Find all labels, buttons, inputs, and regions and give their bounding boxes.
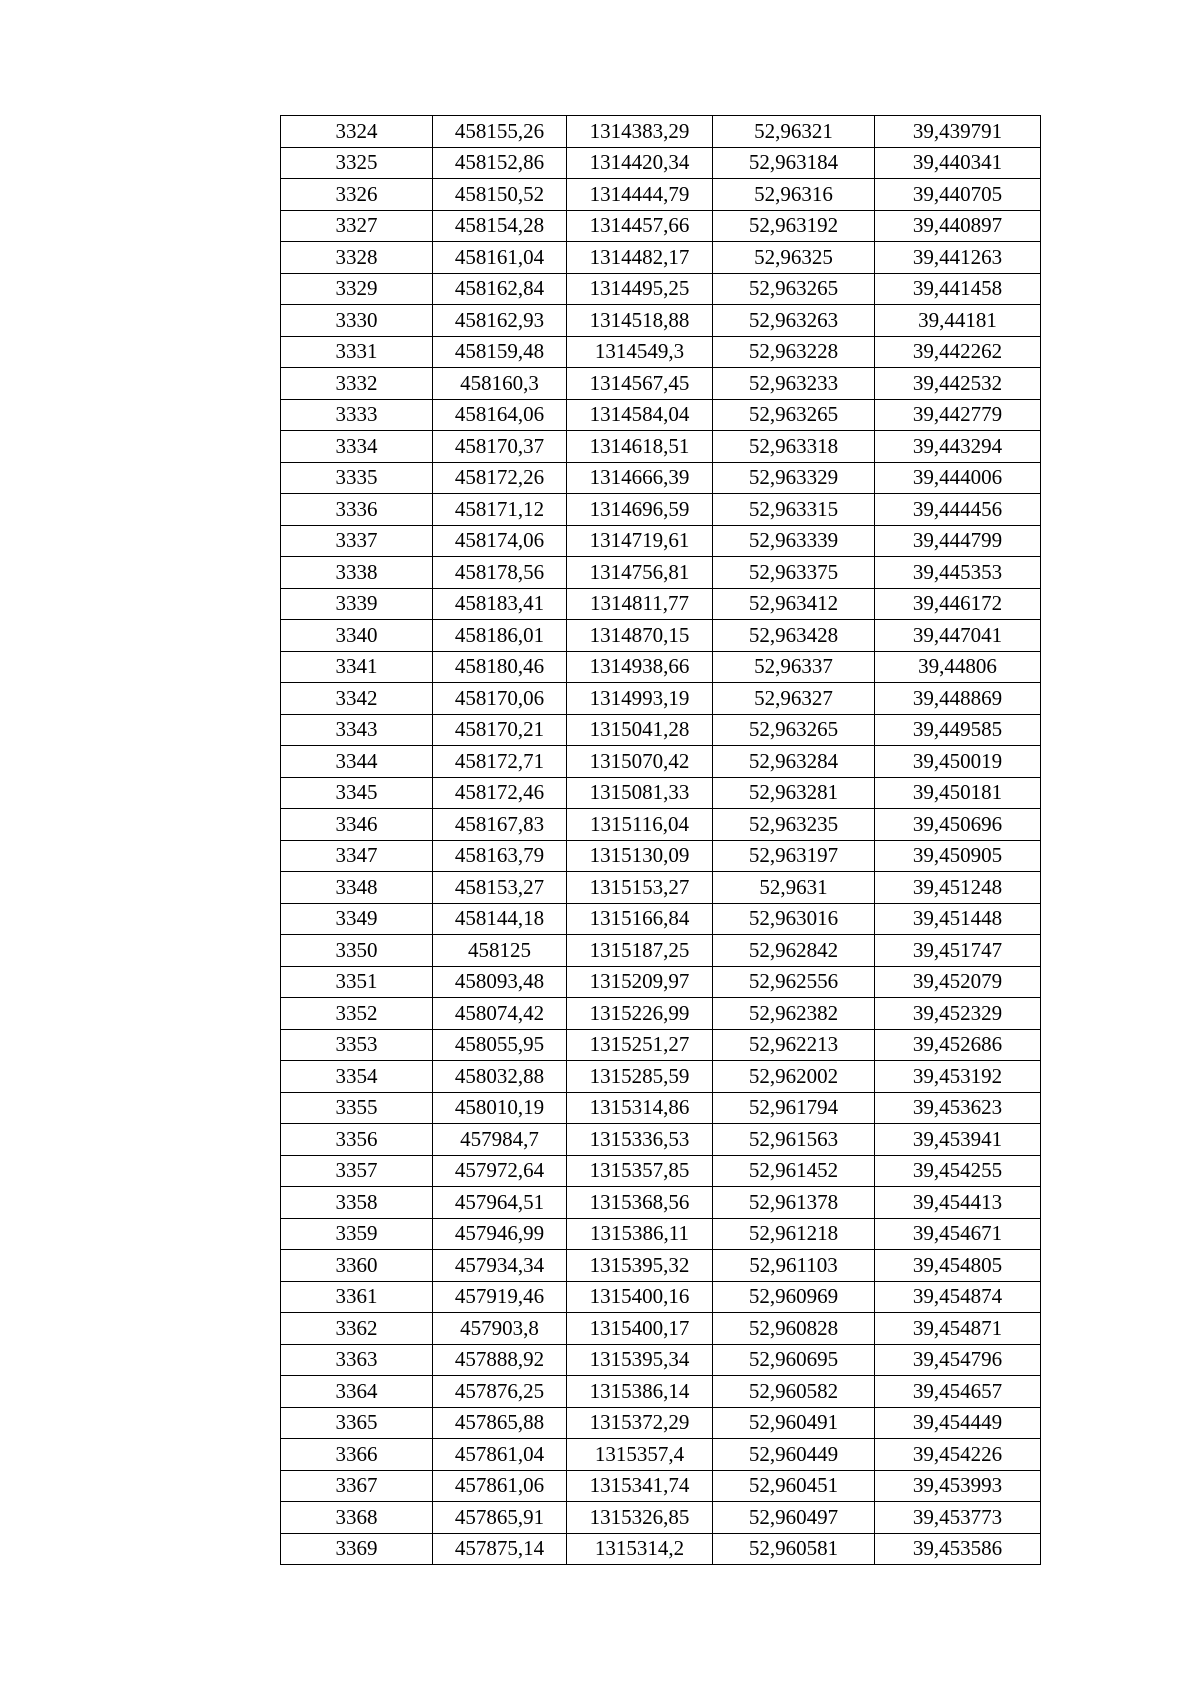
latitude-cell: 52,963375 bbox=[713, 557, 875, 589]
longitude-cell: 39,454449 bbox=[875, 1407, 1041, 1439]
point-number-cell: 3336 bbox=[281, 494, 433, 526]
x-coordinate-cell: 457865,88 bbox=[433, 1407, 567, 1439]
longitude-cell: 39,450696 bbox=[875, 809, 1041, 841]
point-number-cell: 3341 bbox=[281, 651, 433, 683]
point-number-cell: 3366 bbox=[281, 1439, 433, 1471]
point-number-cell: 3360 bbox=[281, 1250, 433, 1282]
table-row bbox=[281, 116, 1041, 148]
point-number-cell: 3335 bbox=[281, 462, 433, 494]
latitude-cell: 52,963235 bbox=[713, 809, 875, 841]
longitude-cell: 39,452079 bbox=[875, 966, 1041, 998]
latitude-cell: 52,963192 bbox=[713, 210, 875, 242]
longitude-cell: 39,451248 bbox=[875, 872, 1041, 904]
table-row bbox=[281, 1313, 1041, 1345]
point-number-cell: 3356 bbox=[281, 1124, 433, 1156]
table-row bbox=[281, 588, 1041, 620]
x-coordinate-cell: 458161,04 bbox=[433, 242, 567, 274]
table-row bbox=[281, 1281, 1041, 1313]
latitude-cell: 52,963265 bbox=[713, 714, 875, 746]
x-coordinate-cell: 458186,01 bbox=[433, 620, 567, 652]
y-coordinate-cell: 1314518,88 bbox=[567, 305, 713, 337]
longitude-cell: 39,44806 bbox=[875, 651, 1041, 683]
x-coordinate-cell: 458163,79 bbox=[433, 840, 567, 872]
latitude-cell: 52,960491 bbox=[713, 1407, 875, 1439]
longitude-cell: 39,447041 bbox=[875, 620, 1041, 652]
y-coordinate-cell: 1315070,42 bbox=[567, 746, 713, 778]
longitude-cell: 39,453623 bbox=[875, 1092, 1041, 1124]
x-coordinate-cell: 458170,37 bbox=[433, 431, 567, 463]
longitude-cell: 39,44181 bbox=[875, 305, 1041, 337]
table-row bbox=[281, 714, 1041, 746]
latitude-cell: 52,962002 bbox=[713, 1061, 875, 1093]
latitude-cell: 52,962213 bbox=[713, 1029, 875, 1061]
y-coordinate-cell: 1315116,04 bbox=[567, 809, 713, 841]
longitude-cell: 39,445353 bbox=[875, 557, 1041, 589]
table-row bbox=[281, 462, 1041, 494]
x-coordinate-cell: 458174,06 bbox=[433, 525, 567, 557]
point-number-cell: 3362 bbox=[281, 1313, 433, 1345]
longitude-cell: 39,453773 bbox=[875, 1502, 1041, 1534]
longitude-cell: 39,453941 bbox=[875, 1124, 1041, 1156]
table-row bbox=[281, 872, 1041, 904]
longitude-cell: 39,454796 bbox=[875, 1344, 1041, 1376]
table-row bbox=[281, 210, 1041, 242]
longitude-cell: 39,442532 bbox=[875, 368, 1041, 400]
table-row bbox=[281, 179, 1041, 211]
latitude-cell: 52,963315 bbox=[713, 494, 875, 526]
x-coordinate-cell: 458172,26 bbox=[433, 462, 567, 494]
latitude-cell: 52,963329 bbox=[713, 462, 875, 494]
y-coordinate-cell: 1314618,51 bbox=[567, 431, 713, 463]
table-row bbox=[281, 557, 1041, 589]
y-coordinate-cell: 1314993,19 bbox=[567, 683, 713, 715]
latitude-cell: 52,962382 bbox=[713, 998, 875, 1030]
x-coordinate-cell: 457946,99 bbox=[433, 1218, 567, 1250]
longitude-cell: 39,441263 bbox=[875, 242, 1041, 274]
x-coordinate-cell: 458170,21 bbox=[433, 714, 567, 746]
y-coordinate-cell: 1315341,74 bbox=[567, 1470, 713, 1502]
table-row bbox=[281, 1407, 1041, 1439]
x-coordinate-cell: 457964,51 bbox=[433, 1187, 567, 1219]
point-number-cell: 3342 bbox=[281, 683, 433, 715]
point-number-cell: 3346 bbox=[281, 809, 433, 841]
point-number-cell: 3368 bbox=[281, 1502, 433, 1534]
point-number-cell: 3344 bbox=[281, 746, 433, 778]
table-row bbox=[281, 305, 1041, 337]
y-coordinate-cell: 1315326,85 bbox=[567, 1502, 713, 1534]
x-coordinate-cell: 458172,46 bbox=[433, 777, 567, 809]
point-number-cell: 3348 bbox=[281, 872, 433, 904]
coordinates-table-body bbox=[281, 116, 1041, 1565]
x-coordinate-cell: 457876,25 bbox=[433, 1376, 567, 1408]
point-number-cell: 3357 bbox=[281, 1155, 433, 1187]
table-row bbox=[281, 1092, 1041, 1124]
longitude-cell: 39,454255 bbox=[875, 1155, 1041, 1187]
latitude-cell: 52,96337 bbox=[713, 651, 875, 683]
latitude-cell: 52,963016 bbox=[713, 903, 875, 935]
table-row bbox=[281, 683, 1041, 715]
longitude-cell: 39,446172 bbox=[875, 588, 1041, 620]
table-row bbox=[281, 777, 1041, 809]
table-row bbox=[281, 273, 1041, 305]
point-number-cell: 3363 bbox=[281, 1344, 433, 1376]
y-coordinate-cell: 1314420,34 bbox=[567, 147, 713, 179]
longitude-cell: 39,440897 bbox=[875, 210, 1041, 242]
point-number-cell: 3345 bbox=[281, 777, 433, 809]
latitude-cell: 52,960581 bbox=[713, 1533, 875, 1565]
y-coordinate-cell: 1314482,17 bbox=[567, 242, 713, 274]
x-coordinate-cell: 457919,46 bbox=[433, 1281, 567, 1313]
x-coordinate-cell: 458171,12 bbox=[433, 494, 567, 526]
longitude-cell: 39,444799 bbox=[875, 525, 1041, 557]
latitude-cell: 52,961794 bbox=[713, 1092, 875, 1124]
latitude-cell: 52,96316 bbox=[713, 179, 875, 211]
x-coordinate-cell: 457888,92 bbox=[433, 1344, 567, 1376]
x-coordinate-cell: 458153,27 bbox=[433, 872, 567, 904]
y-coordinate-cell: 1314666,39 bbox=[567, 462, 713, 494]
table-row bbox=[281, 525, 1041, 557]
longitude-cell: 39,442779 bbox=[875, 399, 1041, 431]
point-number-cell: 3338 bbox=[281, 557, 433, 589]
y-coordinate-cell: 1315187,25 bbox=[567, 935, 713, 967]
latitude-cell: 52,961218 bbox=[713, 1218, 875, 1250]
y-coordinate-cell: 1315251,27 bbox=[567, 1029, 713, 1061]
table-row bbox=[281, 651, 1041, 683]
y-coordinate-cell: 1314584,04 bbox=[567, 399, 713, 431]
x-coordinate-cell: 457861,06 bbox=[433, 1470, 567, 1502]
x-coordinate-cell: 457865,91 bbox=[433, 1502, 567, 1534]
table-row bbox=[281, 1502, 1041, 1534]
x-coordinate-cell: 458154,28 bbox=[433, 210, 567, 242]
y-coordinate-cell: 1315041,28 bbox=[567, 714, 713, 746]
table-row bbox=[281, 1029, 1041, 1061]
x-coordinate-cell: 458152,86 bbox=[433, 147, 567, 179]
point-number-cell: 3353 bbox=[281, 1029, 433, 1061]
y-coordinate-cell: 1315357,85 bbox=[567, 1155, 713, 1187]
y-coordinate-cell: 1315226,99 bbox=[567, 998, 713, 1030]
latitude-cell: 52,963228 bbox=[713, 336, 875, 368]
y-coordinate-cell: 1314756,81 bbox=[567, 557, 713, 589]
point-number-cell: 3326 bbox=[281, 179, 433, 211]
x-coordinate-cell: 458159,48 bbox=[433, 336, 567, 368]
table-row bbox=[281, 494, 1041, 526]
y-coordinate-cell: 1315314,2 bbox=[567, 1533, 713, 1565]
latitude-cell: 52,96327 bbox=[713, 683, 875, 715]
latitude-cell: 52,962842 bbox=[713, 935, 875, 967]
latitude-cell: 52,963265 bbox=[713, 273, 875, 305]
latitude-cell: 52,962556 bbox=[713, 966, 875, 998]
table-row bbox=[281, 809, 1041, 841]
latitude-cell: 52,961563 bbox=[713, 1124, 875, 1156]
latitude-cell: 52,963265 bbox=[713, 399, 875, 431]
table-row bbox=[281, 903, 1041, 935]
point-number-cell: 3354 bbox=[281, 1061, 433, 1093]
table-row bbox=[281, 1124, 1041, 1156]
y-coordinate-cell: 1315153,27 bbox=[567, 872, 713, 904]
table-row bbox=[281, 1155, 1041, 1187]
longitude-cell: 39,448869 bbox=[875, 683, 1041, 715]
longitude-cell: 39,454874 bbox=[875, 1281, 1041, 1313]
x-coordinate-cell: 457972,64 bbox=[433, 1155, 567, 1187]
y-coordinate-cell: 1315386,11 bbox=[567, 1218, 713, 1250]
point-number-cell: 3364 bbox=[281, 1376, 433, 1408]
table-row bbox=[281, 431, 1041, 463]
latitude-cell: 52,960582 bbox=[713, 1376, 875, 1408]
y-coordinate-cell: 1315285,59 bbox=[567, 1061, 713, 1093]
x-coordinate-cell: 458170,06 bbox=[433, 683, 567, 715]
longitude-cell: 39,454671 bbox=[875, 1218, 1041, 1250]
longitude-cell: 39,440341 bbox=[875, 147, 1041, 179]
x-coordinate-cell: 458125 bbox=[433, 935, 567, 967]
point-number-cell: 3347 bbox=[281, 840, 433, 872]
longitude-cell: 39,439791 bbox=[875, 116, 1041, 148]
longitude-cell: 39,449585 bbox=[875, 714, 1041, 746]
table-row bbox=[281, 336, 1041, 368]
x-coordinate-cell: 458150,52 bbox=[433, 179, 567, 211]
y-coordinate-cell: 1315357,4 bbox=[567, 1439, 713, 1471]
latitude-cell: 52,960451 bbox=[713, 1470, 875, 1502]
longitude-cell: 39,453993 bbox=[875, 1470, 1041, 1502]
longitude-cell: 39,454226 bbox=[875, 1439, 1041, 1471]
point-number-cell: 3332 bbox=[281, 368, 433, 400]
x-coordinate-cell: 458010,19 bbox=[433, 1092, 567, 1124]
longitude-cell: 39,453192 bbox=[875, 1061, 1041, 1093]
longitude-cell: 39,453586 bbox=[875, 1533, 1041, 1565]
point-number-cell: 3350 bbox=[281, 935, 433, 967]
point-number-cell: 3327 bbox=[281, 210, 433, 242]
point-number-cell: 3343 bbox=[281, 714, 433, 746]
table-row bbox=[281, 1470, 1041, 1502]
x-coordinate-cell: 457861,04 bbox=[433, 1439, 567, 1471]
table-row bbox=[281, 242, 1041, 274]
longitude-cell: 39,454413 bbox=[875, 1187, 1041, 1219]
table-row bbox=[281, 399, 1041, 431]
latitude-cell: 52,96325 bbox=[713, 242, 875, 274]
table-row bbox=[281, 1250, 1041, 1282]
point-number-cell: 3365 bbox=[281, 1407, 433, 1439]
latitude-cell: 52,961452 bbox=[713, 1155, 875, 1187]
latitude-cell: 52,963233 bbox=[713, 368, 875, 400]
y-coordinate-cell: 1315400,17 bbox=[567, 1313, 713, 1345]
latitude-cell: 52,963197 bbox=[713, 840, 875, 872]
longitude-cell: 39,450181 bbox=[875, 777, 1041, 809]
x-coordinate-cell: 458155,26 bbox=[433, 116, 567, 148]
latitude-cell: 52,963184 bbox=[713, 147, 875, 179]
x-coordinate-cell: 458183,41 bbox=[433, 588, 567, 620]
longitude-cell: 39,442262 bbox=[875, 336, 1041, 368]
x-coordinate-cell: 458178,56 bbox=[433, 557, 567, 589]
x-coordinate-cell: 458167,83 bbox=[433, 809, 567, 841]
latitude-cell: 52,9631 bbox=[713, 872, 875, 904]
table-row bbox=[281, 1533, 1041, 1565]
point-number-cell: 3352 bbox=[281, 998, 433, 1030]
x-coordinate-cell: 458032,88 bbox=[433, 1061, 567, 1093]
y-coordinate-cell: 1315130,09 bbox=[567, 840, 713, 872]
point-number-cell: 3324 bbox=[281, 116, 433, 148]
latitude-cell: 52,960449 bbox=[713, 1439, 875, 1471]
table-row bbox=[281, 368, 1041, 400]
x-coordinate-cell: 458172,71 bbox=[433, 746, 567, 778]
latitude-cell: 52,961103 bbox=[713, 1250, 875, 1282]
latitude-cell: 52,963412 bbox=[713, 588, 875, 620]
longitude-cell: 39,440705 bbox=[875, 179, 1041, 211]
x-coordinate-cell: 458162,84 bbox=[433, 273, 567, 305]
x-coordinate-cell: 457984,7 bbox=[433, 1124, 567, 1156]
y-coordinate-cell: 1315336,53 bbox=[567, 1124, 713, 1156]
y-coordinate-cell: 1314444,79 bbox=[567, 179, 713, 211]
latitude-cell: 52,963263 bbox=[713, 305, 875, 337]
y-coordinate-cell: 1314495,25 bbox=[567, 273, 713, 305]
latitude-cell: 52,960695 bbox=[713, 1344, 875, 1376]
y-coordinate-cell: 1315209,97 bbox=[567, 966, 713, 998]
longitude-cell: 39,450019 bbox=[875, 746, 1041, 778]
table-row bbox=[281, 966, 1041, 998]
longitude-cell: 39,454805 bbox=[875, 1250, 1041, 1282]
x-coordinate-cell: 457903,8 bbox=[433, 1313, 567, 1345]
table-row bbox=[281, 746, 1041, 778]
point-number-cell: 3329 bbox=[281, 273, 433, 305]
table-row bbox=[281, 1061, 1041, 1093]
latitude-cell: 52,963318 bbox=[713, 431, 875, 463]
table-row bbox=[281, 1439, 1041, 1471]
point-number-cell: 3349 bbox=[281, 903, 433, 935]
x-coordinate-cell: 458160,3 bbox=[433, 368, 567, 400]
x-coordinate-cell: 458162,93 bbox=[433, 305, 567, 337]
y-coordinate-cell: 1314938,66 bbox=[567, 651, 713, 683]
table-row bbox=[281, 620, 1041, 652]
y-coordinate-cell: 1315314,86 bbox=[567, 1092, 713, 1124]
x-coordinate-cell: 458180,46 bbox=[433, 651, 567, 683]
longitude-cell: 39,452329 bbox=[875, 998, 1041, 1030]
latitude-cell: 52,961378 bbox=[713, 1187, 875, 1219]
point-number-cell: 3351 bbox=[281, 966, 433, 998]
y-coordinate-cell: 1315395,34 bbox=[567, 1344, 713, 1376]
latitude-cell: 52,963284 bbox=[713, 746, 875, 778]
point-number-cell: 3367 bbox=[281, 1470, 433, 1502]
coordinates-table bbox=[280, 115, 1041, 1565]
table-row bbox=[281, 1344, 1041, 1376]
latitude-cell: 52,960969 bbox=[713, 1281, 875, 1313]
y-coordinate-cell: 1314457,66 bbox=[567, 210, 713, 242]
y-coordinate-cell: 1314549,3 bbox=[567, 336, 713, 368]
point-number-cell: 3355 bbox=[281, 1092, 433, 1124]
table-row bbox=[281, 998, 1041, 1030]
longitude-cell: 39,441458 bbox=[875, 273, 1041, 305]
y-coordinate-cell: 1314383,29 bbox=[567, 116, 713, 148]
table-row bbox=[281, 1376, 1041, 1408]
latitude-cell: 52,96321 bbox=[713, 116, 875, 148]
longitude-cell: 39,450905 bbox=[875, 840, 1041, 872]
longitude-cell: 39,444006 bbox=[875, 462, 1041, 494]
point-number-cell: 3331 bbox=[281, 336, 433, 368]
y-coordinate-cell: 1315400,16 bbox=[567, 1281, 713, 1313]
table-row bbox=[281, 147, 1041, 179]
x-coordinate-cell: 458093,48 bbox=[433, 966, 567, 998]
y-coordinate-cell: 1315395,32 bbox=[567, 1250, 713, 1282]
x-coordinate-cell: 458164,06 bbox=[433, 399, 567, 431]
x-coordinate-cell: 458144,18 bbox=[433, 903, 567, 935]
y-coordinate-cell: 1315081,33 bbox=[567, 777, 713, 809]
point-number-cell: 3359 bbox=[281, 1218, 433, 1250]
longitude-cell: 39,454657 bbox=[875, 1376, 1041, 1408]
point-number-cell: 3369 bbox=[281, 1533, 433, 1565]
table-row bbox=[281, 935, 1041, 967]
latitude-cell: 52,960828 bbox=[713, 1313, 875, 1345]
y-coordinate-cell: 1315372,29 bbox=[567, 1407, 713, 1439]
point-number-cell: 3340 bbox=[281, 620, 433, 652]
y-coordinate-cell: 1315386,14 bbox=[567, 1376, 713, 1408]
y-coordinate-cell: 1314870,15 bbox=[567, 620, 713, 652]
point-number-cell: 3325 bbox=[281, 147, 433, 179]
latitude-cell: 52,963339 bbox=[713, 525, 875, 557]
longitude-cell: 39,451448 bbox=[875, 903, 1041, 935]
table-row bbox=[281, 1187, 1041, 1219]
table-row bbox=[281, 840, 1041, 872]
point-number-cell: 3328 bbox=[281, 242, 433, 274]
point-number-cell: 3334 bbox=[281, 431, 433, 463]
point-number-cell: 3361 bbox=[281, 1281, 433, 1313]
y-coordinate-cell: 1315166,84 bbox=[567, 903, 713, 935]
longitude-cell: 39,451747 bbox=[875, 935, 1041, 967]
longitude-cell: 39,444456 bbox=[875, 494, 1041, 526]
y-coordinate-cell: 1314696,59 bbox=[567, 494, 713, 526]
x-coordinate-cell: 458074,42 bbox=[433, 998, 567, 1030]
y-coordinate-cell: 1314719,61 bbox=[567, 525, 713, 557]
x-coordinate-cell: 457934,34 bbox=[433, 1250, 567, 1282]
y-coordinate-cell: 1314811,77 bbox=[567, 588, 713, 620]
y-coordinate-cell: 1314567,45 bbox=[567, 368, 713, 400]
longitude-cell: 39,454871 bbox=[875, 1313, 1041, 1345]
point-number-cell: 3337 bbox=[281, 525, 433, 557]
latitude-cell: 52,963428 bbox=[713, 620, 875, 652]
longitude-cell: 39,443294 bbox=[875, 431, 1041, 463]
table-row bbox=[281, 1218, 1041, 1250]
x-coordinate-cell: 458055,95 bbox=[433, 1029, 567, 1061]
point-number-cell: 3339 bbox=[281, 588, 433, 620]
x-coordinate-cell: 457875,14 bbox=[433, 1533, 567, 1565]
longitude-cell: 39,452686 bbox=[875, 1029, 1041, 1061]
point-number-cell: 3333 bbox=[281, 399, 433, 431]
point-number-cell: 3330 bbox=[281, 305, 433, 337]
latitude-cell: 52,963281 bbox=[713, 777, 875, 809]
point-number-cell: 3358 bbox=[281, 1187, 433, 1219]
latitude-cell: 52,960497 bbox=[713, 1502, 875, 1534]
y-coordinate-cell: 1315368,56 bbox=[567, 1187, 713, 1219]
